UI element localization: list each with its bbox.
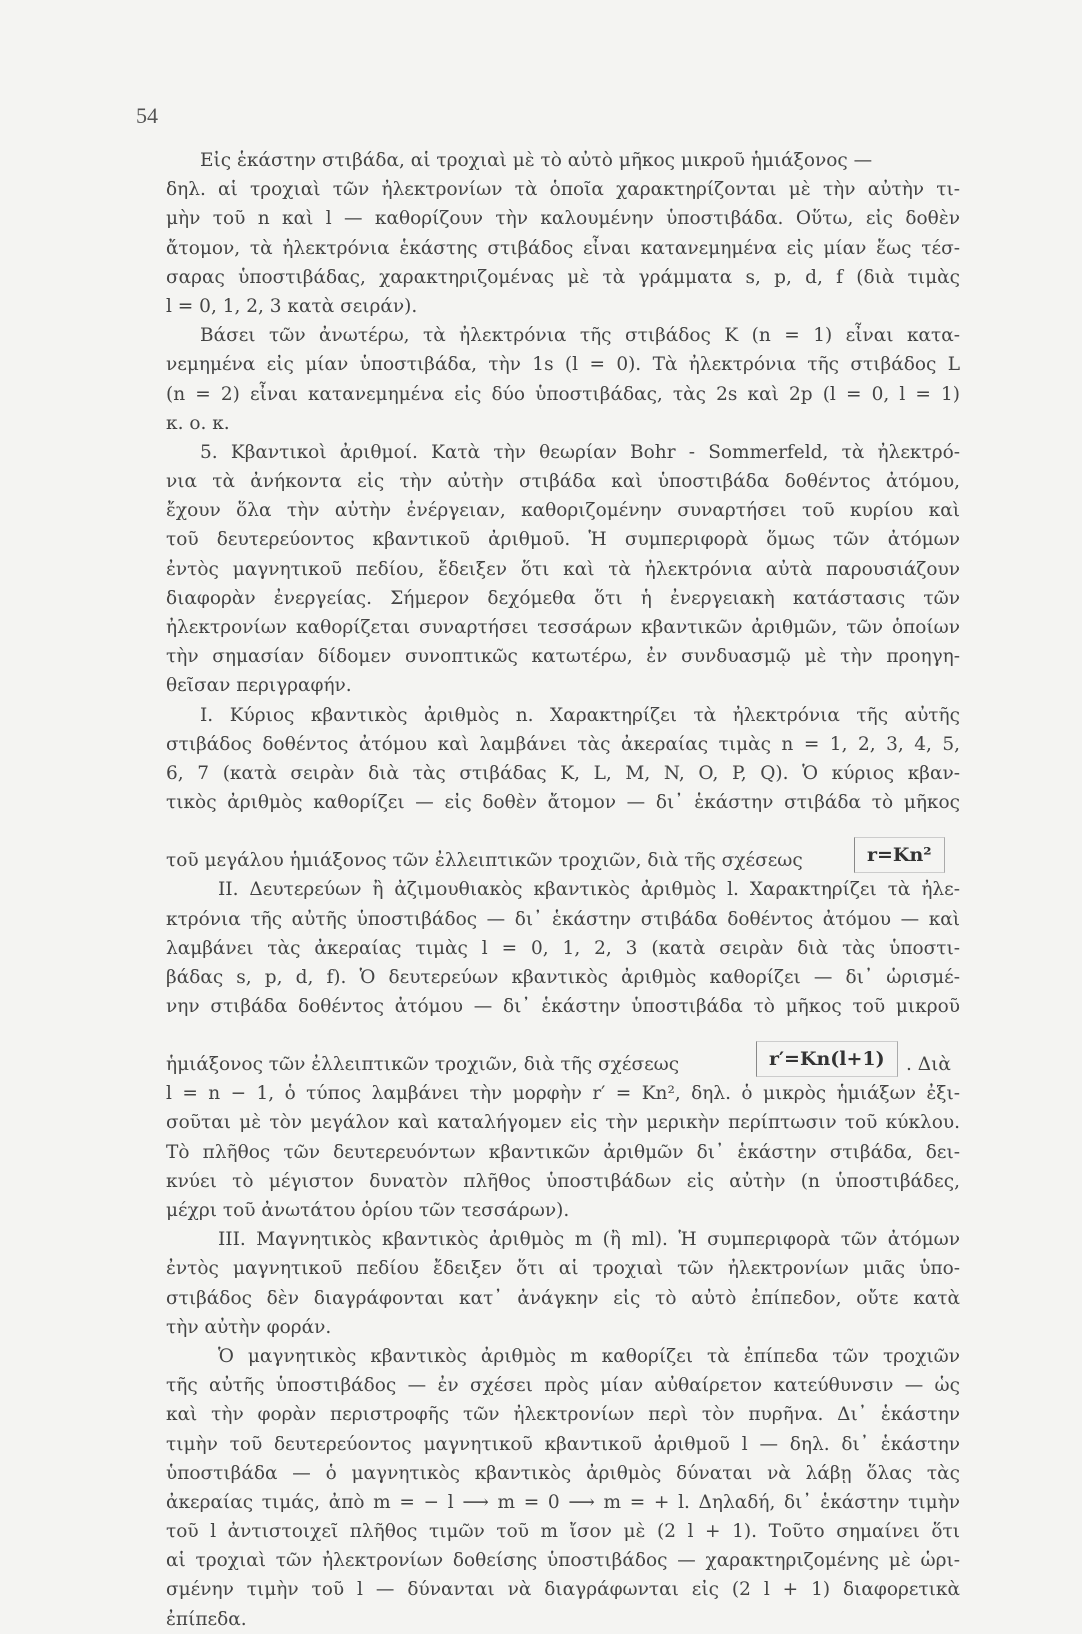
text-line: ἐντὸς μαγνητικοῦ πεδίου, ἔδειξεν ὅτι καὶ τὰ ἠλεκτρόνια αὐτὰ παρουσιάζουν <box>166 558 960 580</box>
formula-2-lead: ἡμιάξονος τῶν ἐλλειπτικῶν τροχιῶν, διὰ τῆς σχέσεως <box>166 1054 680 1076</box>
formula-box-r-kn2: r=Kn² <box>854 837 945 873</box>
text-line: κτρόνια τῆς αὐτῆς ὑποστιβάδος — δι᾿ ἑκάστην στιβάδα δοθέντος ἀτόμου — καὶ <box>166 908 960 930</box>
text-line: ἔχουν ὅλα τὴν αὐτὴν ἐνέργειαν, καθοριζομένην συναρτήσει τοῦ κυρίου καὶ <box>166 500 960 522</box>
text-line: στιβάδος δοθέντος ἀτόμου καὶ λαμβάνει τὰς ἀκεραίας τιμὰς n = 1, 2, 3, 4, 5, <box>166 733 960 755</box>
text-line: σοῦται μὲ τὸν μεγάλον καὶ καταλήγομεν εἰς τὴν μερικὴν περίπτωσιν τοῦ κύκλου. <box>166 1112 960 1134</box>
text-line: διαφορὰν ἐνεργείας. Σήμερον δεχόμεθα ὅτι ἡ ἐνεργειακὴ κατάστασις τῶν <box>166 587 960 609</box>
text-line: Ὁ μαγνητικὸς κβαντικὸς ἀριθμὸς m καθορίζει τὰ ἐπίπεδα τῶν τροχιῶν <box>218 1345 960 1367</box>
paragraph-block-2 <box>166 875 960 1021</box>
formula-line-2 <box>166 1021 960 1079</box>
text-line: 5. Κβαντικοὶ ἀριθμοί. Κατὰ τὴν θεωρίαν Bohr - Sommerfeld, τὰ ἠλεκτρό- <box>200 441 960 463</box>
text-line: ἀκεραίας τιμάς, ἀπὸ m = − l ⟶ m = 0 ⟶ m = + l. Δηλαδή, δι᾿ ἑκάστην τιμὴν <box>166 1491 960 1513</box>
text-line: τῆς αὐτῆς ὑποστιβάδος — ἐν σχέσει πρὸς μίαν αὐθαίρετον κατεύθυνσιν — ὡς <box>166 1375 960 1397</box>
text-line: ἠλεκτρονίων καθορίζεται συναρτήσει τεσσάρων κβαντικῶν ἀριθμῶν, τῶν ὁποίων <box>166 617 960 638</box>
formula-line-1 <box>166 817 960 875</box>
text-line: ἄτομον, τὰ ἠλεκτρόνια ἑκάστης στιβάδος εἶναι κατανεμημένα εἰς μίαν ἕως τέσ- <box>166 237 960 259</box>
text-line: l = 0, 1, 2, 3 κατὰ σειράν). <box>166 295 418 317</box>
text-line: στιβάδος δὲν διαγράφονται κατ᾿ ἀνάγκην εἰς τὸ αὐτὸ ἐπίπεδον, οὔτε κατὰ <box>166 1287 960 1309</box>
text-line: 6, 7 (κατὰ σειρὰν διὰ τὰς στιβάδας K, L, M, N, O, P, Q). Ὁ κύριος κβαν- <box>166 762 960 784</box>
text-line: καὶ τὴν φορὰν περιστροφῆς τῶν ἠλεκτρονίων περὶ τὸν πυρῆνα. Δι᾿ ἑκάστην <box>166 1404 960 1426</box>
paragraph-block-1 <box>166 146 960 817</box>
text-line: ὑποστιβάδα — ὁ μαγνητικὸς κβαντικὸς ἀριθμὸς δύναται νὰ λάβῃ ὅλας τὰς <box>166 1462 960 1484</box>
text-line: τοῦ l ἀντιστοιχεῖ πλῆθος τιμῶν τοῦ m ἴσον μὲ (2 l + 1). Τοῦτο σημαίνει ὅτι <box>166 1521 960 1543</box>
body-text <box>166 146 960 1634</box>
text-line: I. Κύριος κβαντικὸς ἀριθμὸς n. Χαρακτηρίζει τὰ ἠλεκτρόνια τῆς αὐτῆς <box>200 704 960 726</box>
text-line: μὴν τοῦ n καὶ l — καθορίζουν τὴν καλουμένην ὑποστιβάδα. Οὕτω, εἰς δοθὲν <box>166 208 960 230</box>
text-line: l = n − 1, ὁ τύπος λαμβάνει τὴν μορφὴν r′ = Kn², δηλ. ὁ μικρὸς ἡμιάξων ἐξι- <box>166 1083 960 1105</box>
page-number: 54 <box>136 103 158 128</box>
text-line: II. Δευτερεύων ἢ ἀζιμουθιακὸς κβαντικὸς ἀριθμὸς l. Χαρακτηρίζει τὰ ἠλε- <box>218 879 960 901</box>
text-line: Εἰς ἑκάστην στιβάδα, αἱ τροχιαὶ μὲ τὸ αὐτὸ μῆκος μικροῦ ἡμιάξονος — <box>200 150 873 171</box>
text-line: τικὸς ἀριθμὸς καθορίζει — εἰς δοθὲν ἄτομον — δι᾿ ἑκάστην στιβάδα τὸ μῆκος <box>166 792 960 814</box>
formula-2-after: . Διὰ <box>906 1054 951 1076</box>
text-line: Βάσει τῶν ἀνωτέρω, τὰ ἠλεκτρόνια τῆς στιβάδος K (n = 1) εἶναι κατα- <box>200 325 960 347</box>
paragraph-block-3 <box>166 1079 960 1634</box>
text-line: τὴν σημασίαν δίδομεν συνοπτικῶς κατωτέρω, ἐν συνδυασμῷ μὲ τὴν προηγη- <box>166 646 960 668</box>
text-line: ἐντὸς μαγνητικοῦ πεδίου ἔδειξεν ὅτι αἱ τροχιαὶ τῶν ἠλεκτρονίων μιᾶς ὑπο- <box>166 1258 960 1280</box>
text-line: νην στιβάδα δοθέντος ἀτόμου — δι᾿ ἑκάστην ὑποστιβάδα τὸ μῆκος τοῦ μικροῦ <box>166 996 960 1018</box>
text-line: ἐπίπεδα. <box>166 1608 247 1630</box>
text-line: μέχρι τοῦ ἀνωτάτου ὁρίου τῶν τεσσάρων). <box>166 1200 570 1221</box>
text-line: III. Μαγνητικὸς κβαντικὸς ἀριθμὸς m (ἢ ml). Ἡ συμπεριφορὰ τῶν ἀτόμων <box>218 1229 960 1251</box>
text-line: θεῖσαν περιγραφήν. <box>166 675 352 697</box>
text-line: σμένην τιμὴν τοῦ l — δύνανται νὰ διαγράφωνται εἰς (2 l + 1) διαφορετικὰ <box>166 1579 960 1601</box>
text-line: νεμημένα εἰς μίαν ὑποστιβάδα, τὴν 1s (l = 0). Τὰ ἠλεκτρόνια τῆς στιβάδος L <box>166 354 960 376</box>
text-line: σαρας ὑποστιβάδας, χαρακτηριζομένας μὲ τὰ γράμματα s, p, d, f (διὰ τιμὰς <box>166 266 960 288</box>
text-line: Τὸ πλῆθος τῶν δευτερευόντων κβαντικῶν ἀριθμῶν δι᾿ ἑκάστην στιβάδα, δει- <box>166 1141 960 1163</box>
text-line: κνύει τὸ μέγιστον δυνατὸν πλῆθος ὑποστιβάδων εἰς αὐτὴν (n ὑποστιβάδες, <box>166 1170 960 1192</box>
text-line: κ. ο. κ. <box>166 412 230 434</box>
text-line: δηλ. αἱ τροχιαὶ τῶν ἠλεκτρονίων τὰ ὁποῖα χαρακτηρίζονται μὲ τὴν αὐτὴν τι- <box>166 179 960 201</box>
formula-1-lead: τοῦ μεγάλου ἡμιάξονος τῶν ἐλλειπτικῶν τροχιῶν, διὰ τῆς σχέσεως <box>166 850 803 872</box>
text-line: αἱ τροχιαὶ τῶν ἠλεκτρονίων δοθείσης ὑποστιβάδος — χαρακτηριζομένης μὲ ὡρι- <box>166 1550 960 1572</box>
text-line: τιμὴν τοῦ δευτερεύοντος μαγνητικοῦ κβαντικοῦ ἀριθμοῦ l — δηλ. δι᾿ ἑκάστην <box>166 1433 960 1455</box>
text-line: (n = 2) εἶναι κατανεμημένα εἰς δύο ὑποστιβάδας, τὰς 2s καὶ 2p (l = 0, l = 1) <box>166 383 960 405</box>
text-line: λαμβάνει τὰς ἀκεραίας τιμὰς l = 0, 1, 2, 3 (κατὰ σειρὰν διὰ τὰς ὑποστι- <box>166 937 960 959</box>
text-line: νια τὰ ἀνήκοντα εἰς τὴν αὐτὴν στιβάδα καὶ ὑποστιβάδα δοθέντος ἀτόμου, <box>166 471 960 493</box>
formula-box-r-prime: r′=Kn(l+1) <box>756 1041 898 1077</box>
text-line: τὴν αὐτὴν φοράν. <box>166 1316 332 1338</box>
text-line: βάδας s, p, d, f). Ὁ δευτερεύων κβαντικὸς ἀριθμὸς καθορίζει — δι᾿ ὡρισμέ- <box>166 966 960 988</box>
text-line: τοῦ δευτερεύοντος κβαντικοῦ ἀριθμοῦ. Ἡ συμπεριφορὰ ὅμως τῶν ἀτόμων <box>166 529 960 551</box>
